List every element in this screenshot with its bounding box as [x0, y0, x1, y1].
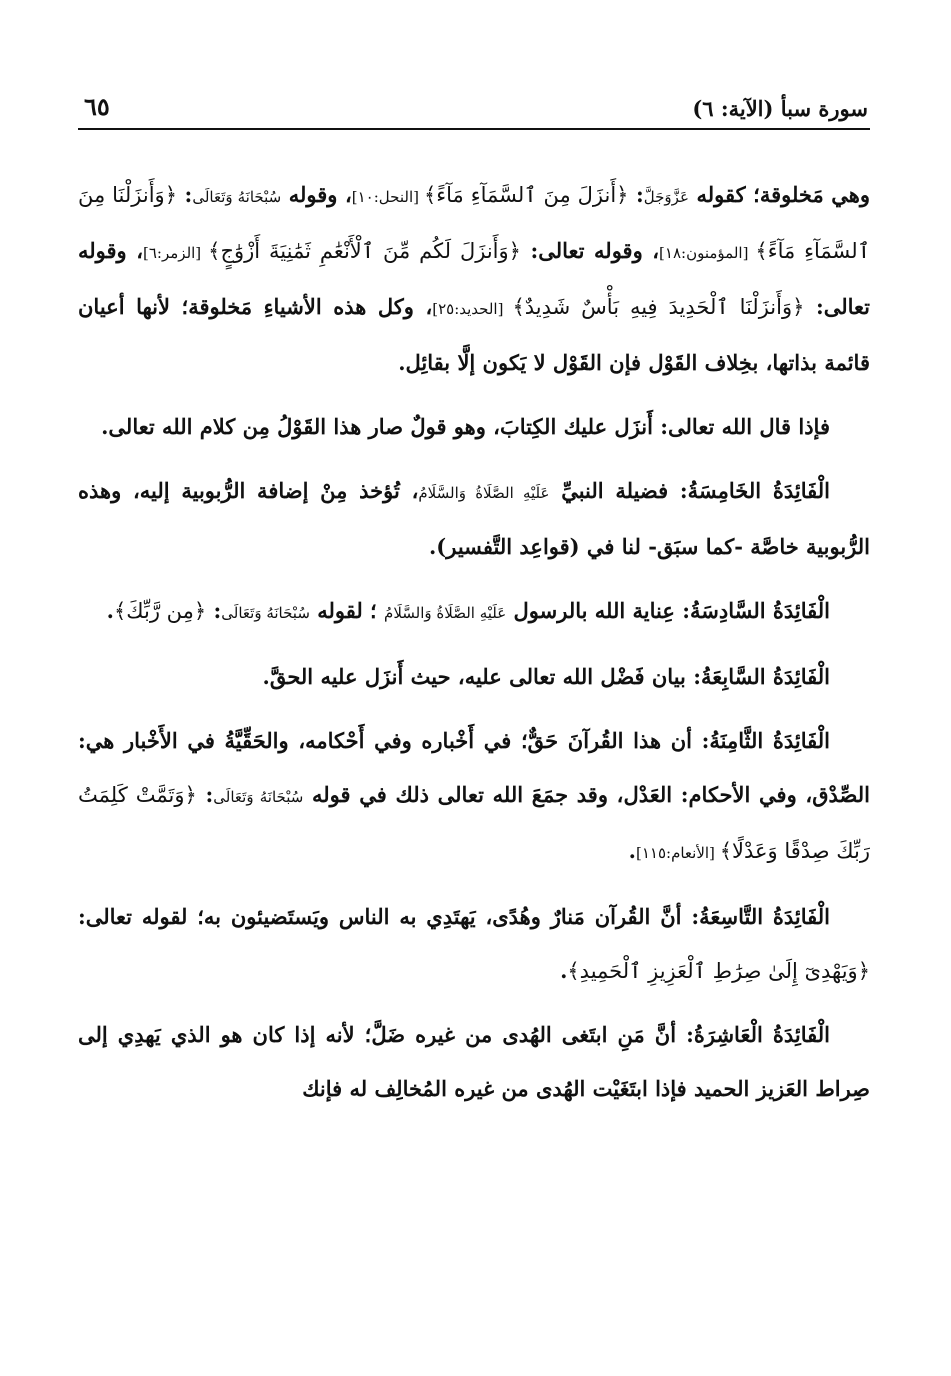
paragraph-benefit-9 [78, 890, 870, 998]
body-text [78, 168, 870, 1126]
text-run: : [628, 182, 644, 207]
header-rule [78, 128, 870, 130]
quran-verse: ﴿وَأَنزَلَ لَكُم مِّنَ ٱلْأَنْعَٰمِ ثَمَٰنِيَةَ أَزْوَٰجٍ﴾ [208, 239, 521, 263]
honorific-run: سُبْحَانَهُ وَتَعَالَى [213, 788, 304, 806]
paragraph-benefit-8 [78, 714, 870, 880]
verse-reference: [الزمر:٦] [143, 244, 209, 262]
text-run: : أن هذا القُرآنَ حَقٌّ؛ في أَخْباره وفي أَحْكامه، والحَقِّيَّةُ في الأَخْبار هي: الصِّدْق، وفي الأحكام: العَدْل، وقد جمَعَ الله تعالى ذلك في قوله [78, 728, 870, 807]
benefit-heading: الْفَائِدَةُ التَّاسِعَةُ [699, 904, 831, 929]
benefit-heading: الْفَائِدَةُ الْعَاشِرَةُ [693, 1022, 830, 1047]
verse-reference: [الأنعام:١١٥] [635, 844, 720, 862]
running-title: سورة سبأ (الآية: ٦) [692, 96, 868, 121]
paragraph-1 [78, 168, 870, 390]
benefit-heading: الْفَائِدَةُ الثَّامِنَةُ [709, 728, 831, 753]
honorific-run: عَلَيْهِ الصَّلَاةُ وَالسَّلَامُ [418, 484, 550, 502]
honorific-run: سُبْحَانَهُ وَتَعَالَى [192, 188, 282, 206]
text-run: : أنَّ مَنِ ابتَغى الهُدى من غيره ضَلَّ؛ لأنه إذا كان هو الذي يَهدِي إلى صِراط العَزيز الحميد فإذا ابتَغَيْت الهُدى من غيره المُخالِف له فإنك [78, 1022, 870, 1101]
quran-verse: ﴿وَتَمَّتْ كَلِمَتُ رَبِّكَ صِدْقًا وَعَدْلًا﴾ [78, 783, 870, 863]
text-run: : [196, 782, 214, 807]
text-run: ، تُؤخذ مِنْ إضافة الرُّبوبية إليه، وهذه الرُّبوبية خاصَّة -كما سبَق- لنا في (قواعِد التَّفسير). [78, 478, 870, 559]
honorific-run: عَزَّوَجَلَّ [643, 188, 689, 206]
page-number: ٦٥ [84, 92, 110, 121]
benefit-heading: الْفَائِدَةُ الخَامِسَةُ [687, 478, 830, 503]
paragraph-benefit-10 [78, 1008, 870, 1116]
text-run: ، وقوله تعالى: [520, 238, 660, 263]
quran-verse: ﴿مِن رَّبِّكَ﴾ [113, 599, 207, 623]
paragraph-benefit-5 [78, 464, 870, 574]
text-run: وهي مَخلوقة؛ كقوله [688, 182, 870, 207]
text-run: . [560, 958, 568, 983]
benefit-heading: الْفَائِدَةُ السَّابِعَةُ [700, 664, 830, 689]
text-run: : عِناية الله بالرسول [506, 598, 690, 623]
quran-verse: ﴿أَنزَلَ مِنَ ٱلسَّمَآءِ مَآءً﴾ [423, 183, 629, 207]
quran-verse: ﴿وَأَنزَلْنَا مِنَ ٱلسَّمَآءِ مَآءً﴾ [78, 183, 870, 263]
text-run: . [106, 598, 114, 623]
text-run: . [628, 838, 636, 863]
text-run: ، وقوله تعالى: [78, 238, 870, 319]
quran-verse: ﴿وَيَهْدِىٓ إِلَىٰ صِرَٰطِ ٱلْعَزِيزِ ٱلْحَمِيدِ﴾ [567, 959, 870, 983]
text-run: ، وكل هذه الأشياءِ مَخلوقة؛ لأنها أعيان قائمة بذاتها، بخِلاف القَوْل فإن القَوْل لا يَكون إلَّا بقائِل. [78, 294, 870, 375]
quran-verse: ﴿وَأَنزَلْنَا ٱلْحَدِيدَ فِيهِ بَأْسٌ شَدِيدٌ﴾ [512, 295, 805, 319]
paragraph-benefit-7 [78, 650, 870, 704]
honorific-run: عَلَيْهِ الصَّلَاةُ وَالسَّلَامُ [384, 604, 507, 622]
paragraph-2 [78, 400, 870, 454]
text-run: : [177, 182, 193, 207]
text-run: : فضيلة النبيِّ [549, 478, 688, 503]
verse-reference: [الحديد:٢٥] [432, 300, 513, 318]
text-run: : أنَّ القُرآن مَنارٌ وهُدًى، يَهتَدِي به الناس ويَستَضيئون به؛ لقوله تعالى: [78, 904, 700, 929]
text-run: فإذا قال الله تعالى: أَنزَل عليك الكِتابَ، وهو قولٌ صار هذا القَوْلُ مِن كلام الله تعالى. [101, 414, 830, 439]
verse-reference: [المؤمنون:١٨] [659, 244, 756, 262]
text-run: : بيان فَضْل الله تعالى عليه، حيث أَنزَل عليه الحقَّ. [262, 664, 701, 689]
paragraph-benefit-6 [78, 584, 870, 640]
benefit-heading: الْفَائِدَةُ السَّادِسَةُ [689, 598, 830, 623]
verse-reference: [النحل:١٠] [351, 188, 424, 206]
text-run: ، وقوله [281, 182, 352, 207]
honorific-run: سُبْحَانَهُ وَتَعَالَى [221, 604, 310, 622]
text-run: ؛ لقوله [309, 598, 385, 623]
text-run: : [206, 598, 222, 623]
page-header [78, 92, 868, 128]
